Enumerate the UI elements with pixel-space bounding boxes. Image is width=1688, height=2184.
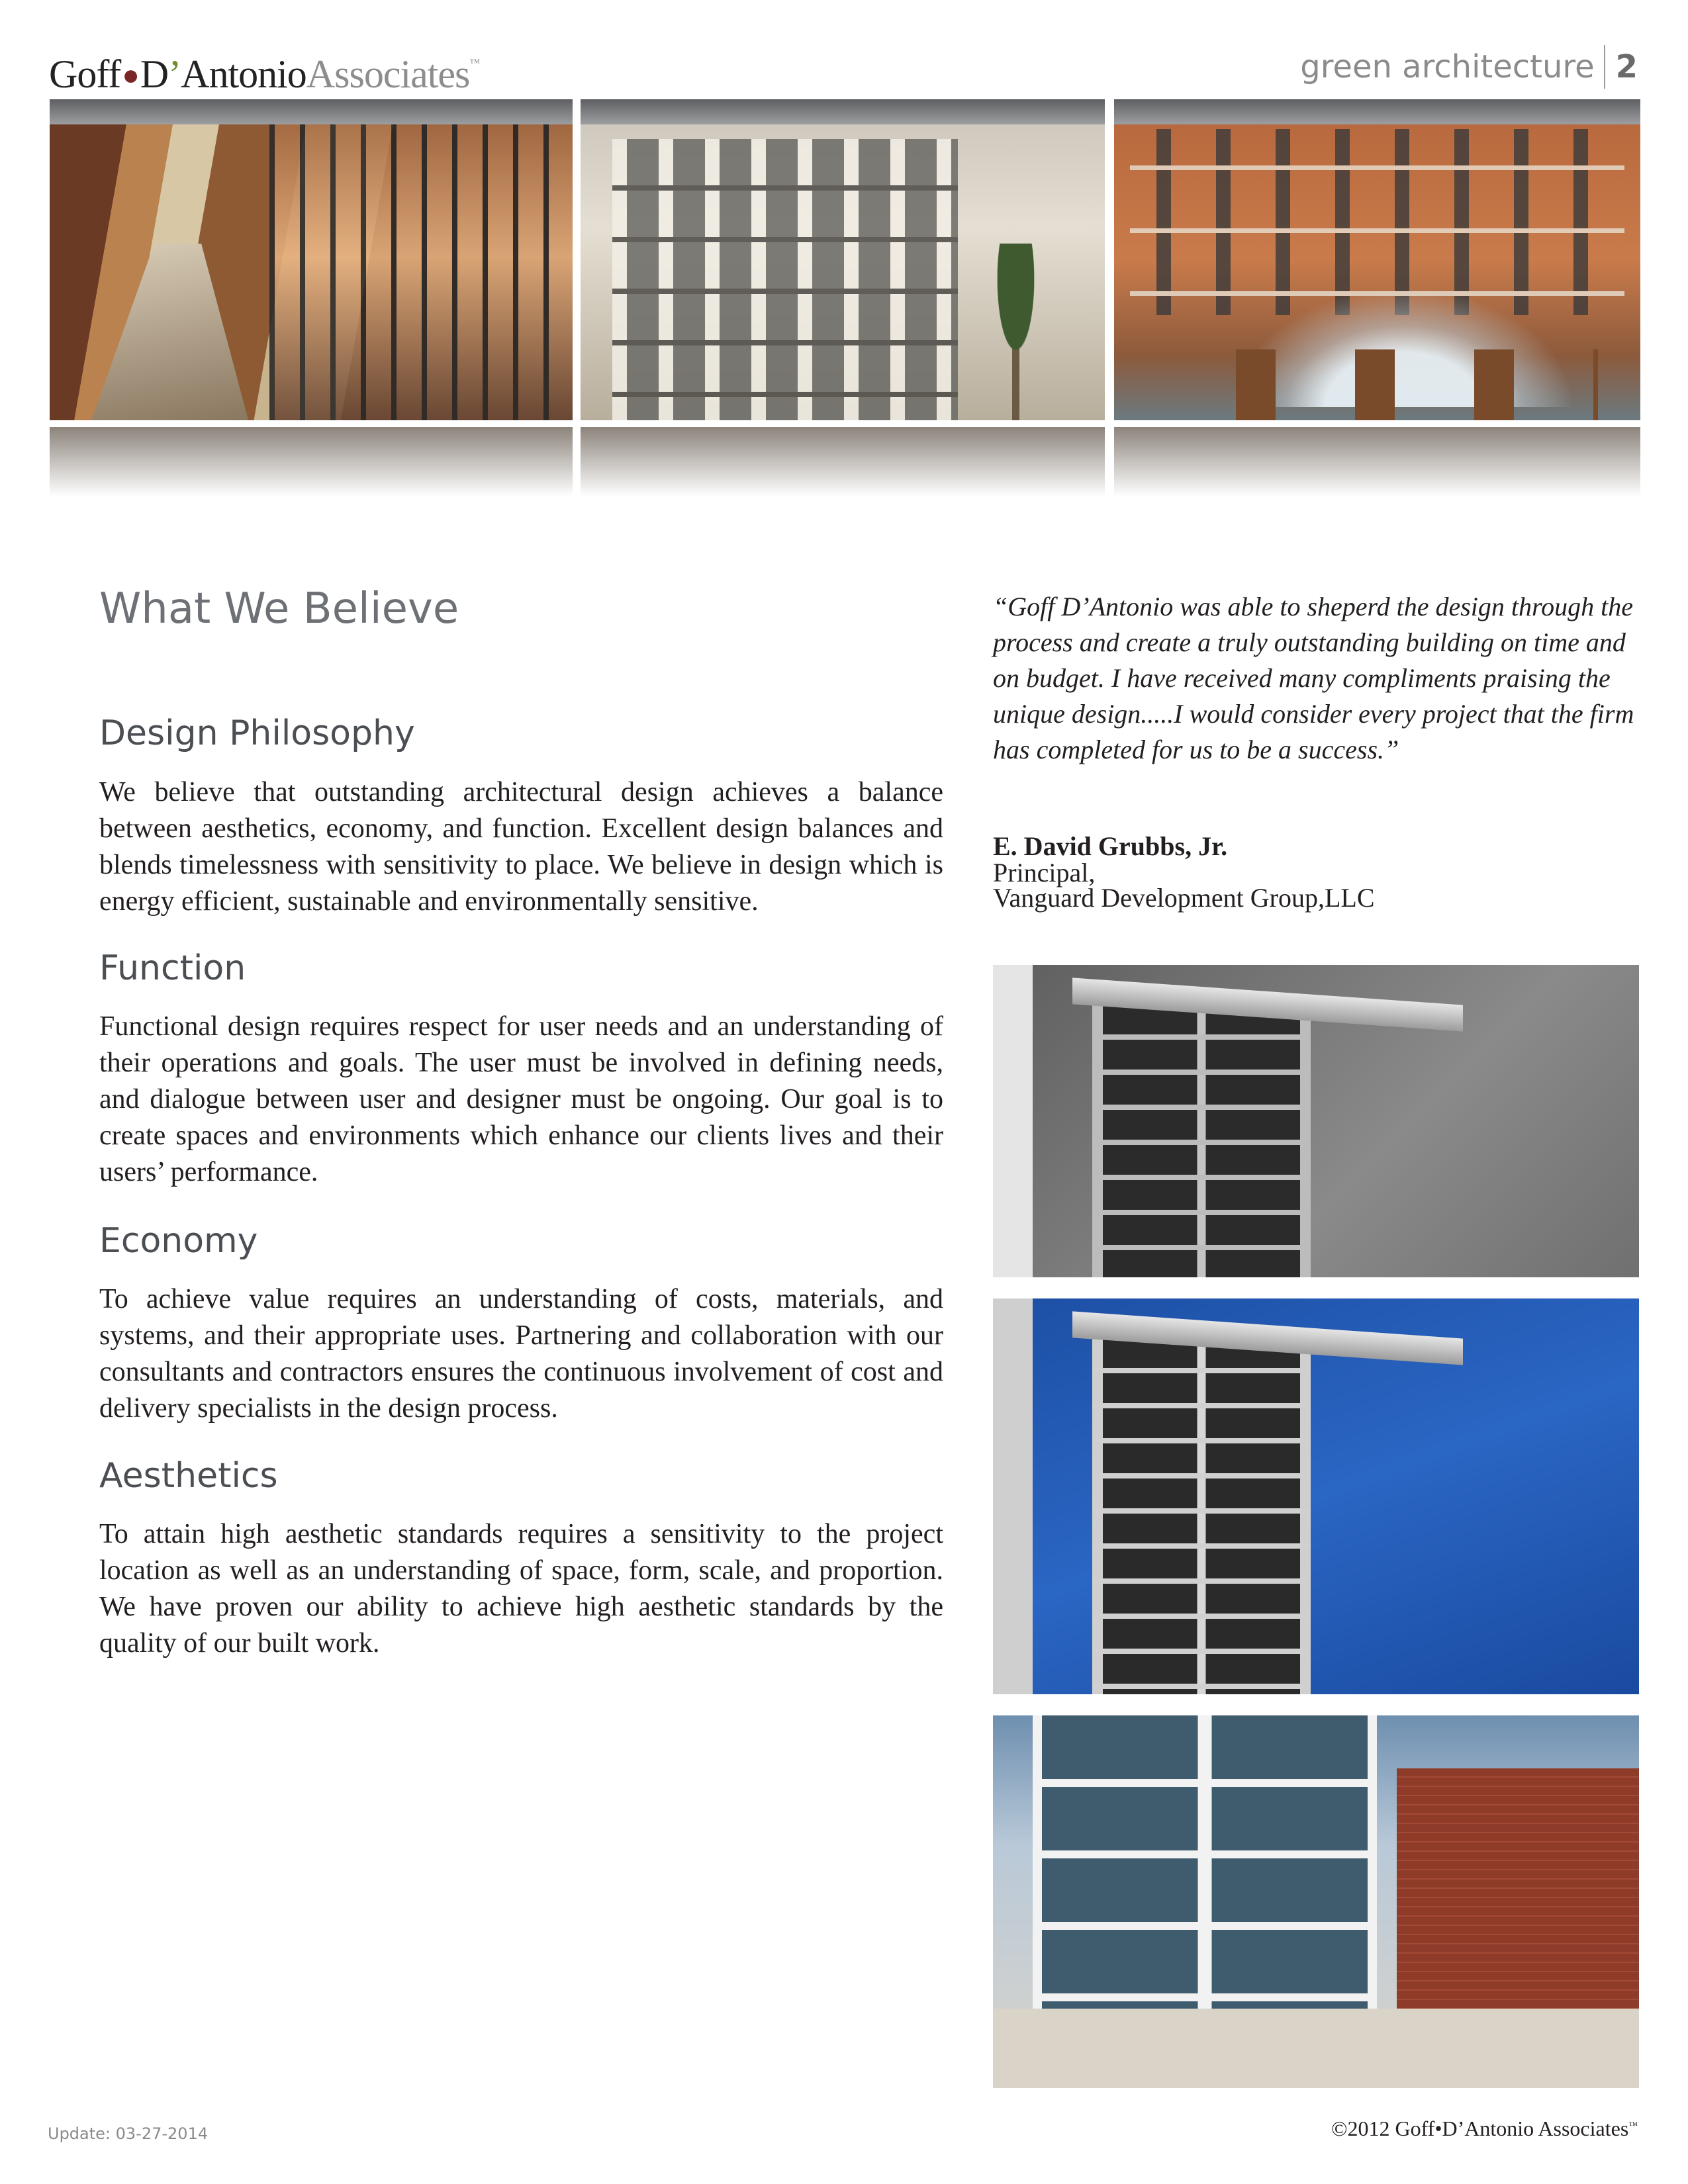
tagline-text: green architecture xyxy=(1300,48,1595,85)
copyright-notice xyxy=(1331,2116,1638,2141)
testimonial-author-title: Principal, xyxy=(993,858,1096,887)
logo-associates: Associates xyxy=(306,52,470,96)
balcony-residence-photo xyxy=(581,99,1105,420)
copyright-symbol: © xyxy=(1331,2116,1348,2140)
photo-reflection xyxy=(1114,427,1640,496)
logo-dot-icon: ● xyxy=(122,59,139,91)
company-logo xyxy=(49,38,479,101)
balcony-columns xyxy=(612,139,959,420)
section-heading-economy: Economy xyxy=(99,1221,258,1261)
curtain-wall-glass xyxy=(1033,1715,1377,2035)
testimonial-author-company: Vanguard Development Group,LLC xyxy=(993,883,1375,913)
logo-trademark: ™ xyxy=(469,58,480,69)
canopy-tower-blue-sky-photo xyxy=(993,1298,1639,1694)
window-tower xyxy=(1092,1005,1311,1277)
testimonial-author-name: E. David Grubbs, Jr. xyxy=(993,831,1228,861)
section-text-aesthetics: To attain high aesthetic standards requires a sensitivity to the project location as well as an understanding of space, form, scale, and proportion. We have proven our ability to achieve high aesthetic standards by the quality of our built work. xyxy=(99,1519,943,1659)
copyright-text: 2012 Goff•D’Antonio Associates xyxy=(1347,2116,1629,2140)
brick-facade xyxy=(1397,1768,1639,2009)
glass-curtain-wall-brick-building-photo xyxy=(993,1715,1639,2088)
section-heading-design-philosophy: Design Philosophy xyxy=(99,713,415,753)
logo-goff: Goff xyxy=(49,52,121,96)
update-date: Update: 03-27-2014 xyxy=(48,2124,209,2143)
testimonial-quote: “Goff D’Antonio was able to sheperd the design through the process and create a truly outstanding building on time and on budget. I have received many compliments praising the unique design.....I would consider every project that the firm has completed for us to be a success.” xyxy=(993,592,1634,764)
palm-tree xyxy=(979,244,1053,420)
side-wall xyxy=(993,965,1033,1277)
copyright-trademark: ™ xyxy=(1628,2120,1638,2131)
window-tower xyxy=(1092,1338,1311,1694)
covered-walkway-photo xyxy=(50,99,573,420)
photo-top-shade xyxy=(50,99,573,124)
photo-reflection xyxy=(50,427,573,496)
page-title: What We Believe xyxy=(99,584,459,633)
photo-reflection xyxy=(581,427,1105,496)
fountain-posts xyxy=(1156,349,1599,420)
section-heading-function: Function xyxy=(99,948,246,988)
section-text-economy: To achieve value requires an understanding of costs, materials, and systems, and their appropriate uses. Partnering and collaboration with our consultants and contractors ensures the continuous involvement of cost and delivery specialists in the design process. xyxy=(99,1284,943,1424)
section-text-function: Functional design requires respect for user needs and an understanding of their operations and goals. The user must be involved in defining needs, and dialogue between user and designer must be ongoing. Our goal is to create spaces and environments which enhance our clients lives and their users’ performance. xyxy=(99,1011,943,1187)
walkway-louvers xyxy=(269,124,573,420)
page-number: 2 xyxy=(1615,48,1638,85)
stone-base xyxy=(993,2009,1639,2088)
section-heading-aesthetics: Aesthetics xyxy=(99,1456,278,1496)
photo-top-shade xyxy=(1114,99,1640,124)
walkway-path xyxy=(91,244,248,420)
section-text-design-philosophy: We believe that outstanding architectural design achieves a balance between aesthetics, economy, and function. Excellent design balances and blends timelessness with sensitivity to place. We believe in design which is energy efficient, sustainable and environmentally sensitive. xyxy=(99,777,943,917)
brick-hotel-fountain-photo xyxy=(1114,99,1640,420)
logo-d: D xyxy=(140,52,169,96)
photo-top-shade xyxy=(581,99,1105,124)
page-header-tagline xyxy=(1300,45,1638,89)
logo-antonio: Antonio xyxy=(181,52,306,96)
logo-apostrophe: ’ xyxy=(168,52,181,96)
grayscale-canopy-tower-photo xyxy=(993,965,1639,1277)
side-wall xyxy=(993,1298,1033,1694)
header-divider xyxy=(1604,45,1605,89)
